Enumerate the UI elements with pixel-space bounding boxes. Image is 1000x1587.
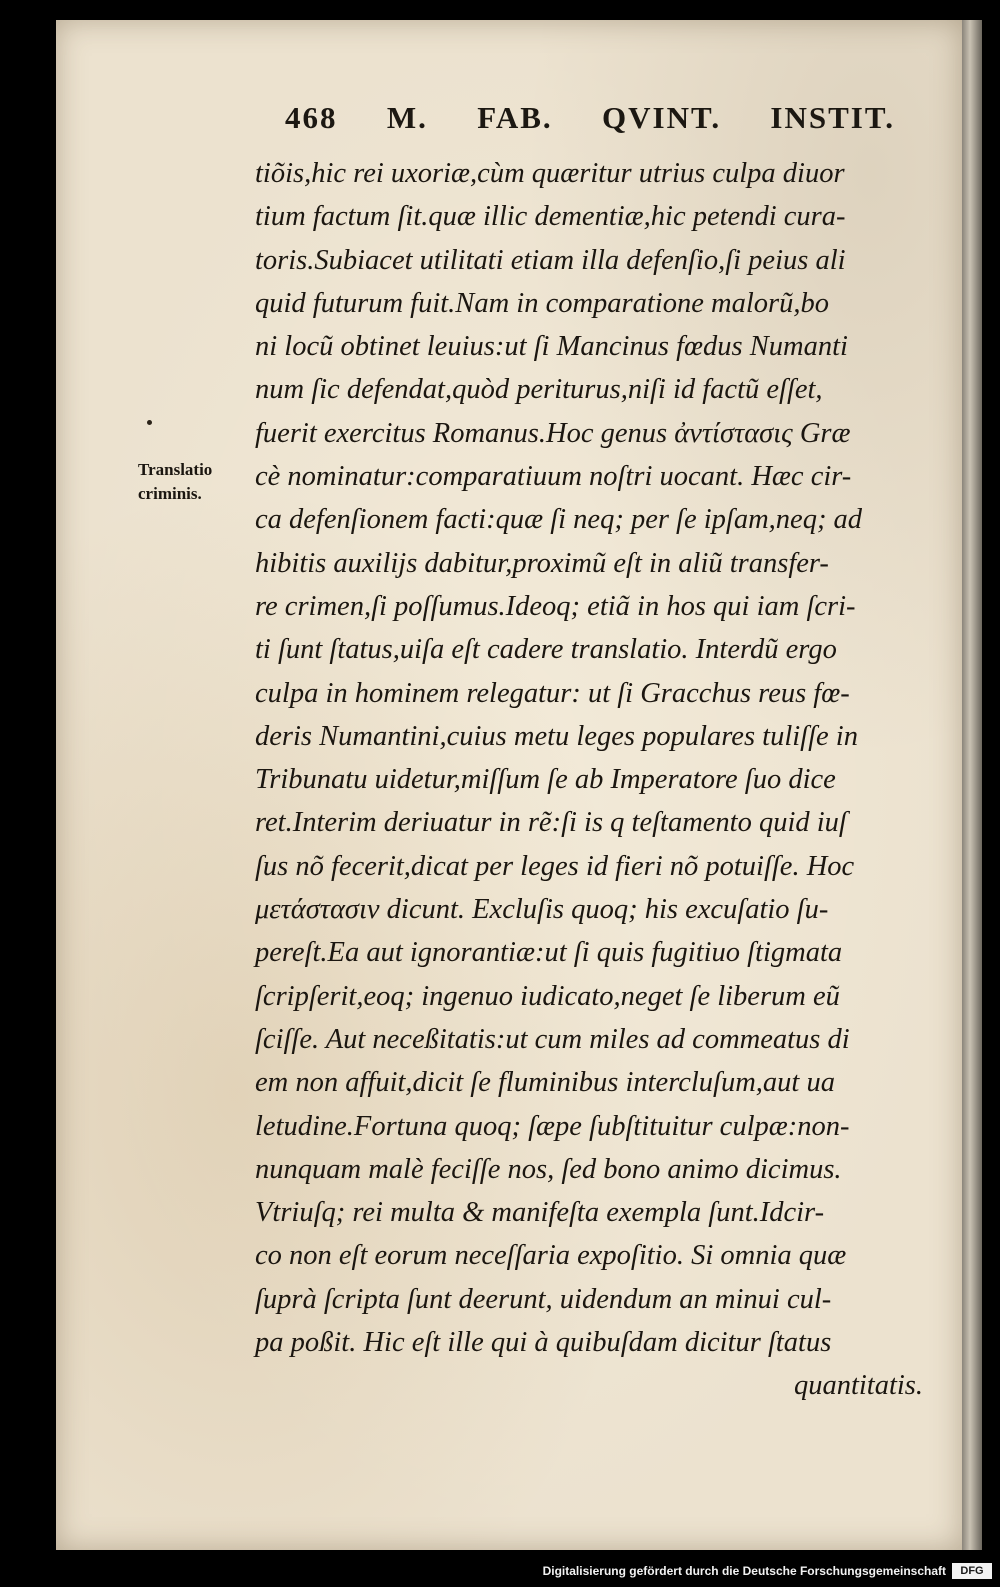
page-edge	[962, 20, 982, 1550]
text-line: Tribunatu uidetur,miſſum ſe ab Imperatore ſuo dice	[255, 764, 836, 796]
text-line: ti ſunt ſtatus,uiſa eſt cadere translatio. Interdũ ergo	[255, 634, 837, 666]
running-title-part: INSTIT.	[770, 100, 895, 135]
text-line: ſus nõ fecerit,dicat per leges id fieri nõ potuiſſe. Hoc	[255, 850, 855, 882]
footer-bar	[0, 1555, 1000, 1587]
funding-credit: Digitalisierung gefördert durch die Deutsche Forschungsgemeinschaft	[542, 1564, 946, 1578]
text-line: pereſt.Ea aut ignorantiæ:ut ſi quis fugitiuo ſtigmata	[255, 937, 843, 969]
text-line: pa poßit. Hic eſt ille qui à quibuſdam dicitur ſtatus	[255, 1327, 832, 1359]
text-line: culpa in hominem relegatur: ut ſi Gracchus reus fœ-	[255, 677, 850, 709]
text-line: fuerit exercitus Romanus.Hoc genus ἀντίστασις Græ	[255, 417, 851, 449]
catchword-line: quantitatis.	[793, 1370, 923, 1402]
page-number: 468	[285, 100, 338, 135]
text-line: letudine.Fortuna quoq; ſæpe ſubſtituitur culpæ:non-	[255, 1110, 850, 1142]
text-line: num ſic defendat,quòd periturus,niſi id factũ eſſet,	[255, 374, 823, 406]
marginal-note-line: criminis.	[138, 484, 202, 503]
running-title-part: QVINT.	[602, 100, 722, 135]
marginal-note	[138, 458, 212, 506]
text-line: Vtriuſq; rei multa & manifeſta exempla ſunt.Idcir-	[255, 1197, 825, 1229]
text-line: ca defenſionem facti:quæ ſi neq; per ſe ipſam,neq; ad	[255, 504, 863, 536]
text-line: hibitis auxilijs dabitur,proximũ eſt in aliũ transfer-	[255, 547, 829, 579]
margin-dot	[147, 420, 152, 425]
text-line: μετάστασιν dicunt. Excluſis quoq; his excuſatio ſu-	[255, 894, 829, 926]
text-line: ſciſſe. Aut neceßitatis:ut cum miles ad commeatus di	[255, 1023, 850, 1055]
text-line: deris Numantini,cuius metu leges populares tuliſſe in	[255, 720, 858, 752]
text-line: re crimen,ſi poſſumus.Ideoq; etiã in hos qui iam ſcri-	[255, 590, 856, 622]
text-line: tium factum ſit.quæ illic dementiæ,hic petendi cura-	[255, 201, 846, 233]
text-line: co non eſt eorum neceſſaria expoſitio. Si omnia quæ	[255, 1240, 847, 1272]
text-line: toris.Subiacet utilitati etiam illa defenſio,ſi peius ali	[255, 244, 846, 276]
text-line: nunquam malè feciſſe nos, ſed bono animo dicimus.	[255, 1153, 842, 1185]
running-header	[285, 100, 895, 136]
text-line: tiõis,hic rei uxoriæ,cùm quæritur utrius culpa diuor	[255, 158, 845, 189]
text-line: ni locũ obtinet leuius:ut ſi Mancinus fœdus Numanti	[255, 331, 848, 363]
text-line: ret.Interim deriuatur in rẽ:ſi is q teſtamento quid iuſ	[255, 807, 847, 839]
text-line: ſuprà ſcripta ſunt deerunt, uidendum an minui cul-	[255, 1283, 832, 1315]
running-title-part: FAB.	[477, 100, 553, 135]
text-line: ſcripſerit,eoq; ingenuo iudicato,neget ſe liberum eũ	[255, 980, 840, 1012]
text-line: quid futurum fuit.Nam in comparatione malorũ,bo	[255, 287, 829, 319]
running-title-part: M.	[386, 100, 428, 135]
marginal-note-line: Translatio	[138, 460, 213, 479]
body-text	[255, 152, 935, 1408]
dfg-logo: DFG	[952, 1563, 992, 1579]
text-line: em non affuit,dicit ſe fluminibus intercluſum,aut ua	[255, 1067, 835, 1099]
text-line: cè nominatur:comparatiuum noſtri uocant. Hæc cir-	[255, 461, 852, 493]
